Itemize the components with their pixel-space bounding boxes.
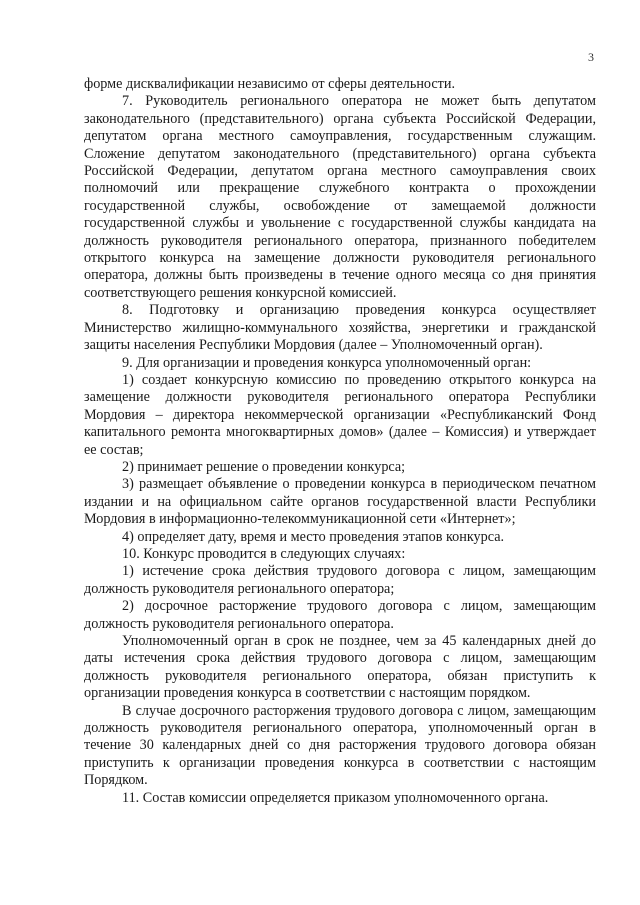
paragraph: 2) принимает решение о проведении конкурса; [122,458,406,475]
paragraph: 2) досрочное расторжение трудового договора с лицом, замещающим должность руководителя регионального оператора. [84,598,596,632]
document-body [84,76,596,807]
paragraph: 1) создает конкурсную комиссию по проведению открытого конкурса на замещение должности руководителя регионального оператора Республики Мордовия – директора некоммерческой организации «Республиканский Фонд капитального ремонта многоквартирных домов» (далее – Комиссия) и утверждает ее состав; [84,371,596,458]
paragraph: 9. Для организации и проведения конкурса уполномоченный орган: [122,354,532,371]
page-number: 3 [588,50,594,64]
paragraph: 10. Конкурс проводится в следующих случаях: [122,545,406,562]
paragraph: 1) истечение срока действия трудового договора с лицом, замещающим должность руководителя регионального оператора; [84,563,596,597]
paragraph: 7. Руководитель регионального оператора не может быть депутатом законодательного (представительного) органа субъекта Российской Федерации, депутатом органа местного самоуправления, государственным служащим. Сложение депутатом законодательного (представительного) органа субъекта Российской Федерации, депутатом органа местного самоуправления своих полномочий или прекращение служебного контракта о прохождении государственной службы, освобождение от замещаемой должности государственной службы и увольнение с государственной службы кандидата на должность руководителя регионального оператора, признанного победителем открытого конкурса на замещение должности руководителя регионального оператора, должны быть произведены в течение одного месяца со дня принятия соответствующего решения конкурсной комиссией. [84,93,596,301]
paragraph: форме дисквалификации независимо от сферы деятельности. [84,76,455,92]
paragraph: 8. Подготовку и организацию проведения конкурса осуществляет Министерство жилищно-коммунального хозяйства, энергетики и гражданской защиты населения Республики Мордовия (далее – Уполномоченный орган). [84,302,596,354]
paragraph: 4) определяет дату, время и место проведения этапов конкурса. [122,528,505,545]
paragraph: Уполномоченный орган в срок не позднее, чем за 45 календарных дней до даты истечения срока действия трудового договора с лицом, замещающим должность руководителя регионального оператора, обязан приступить к организации проведения конкурса в соответствии с настоящим порядком. [84,633,596,702]
paragraph: В случае досрочного расторжения трудового договора с лицом, замещающим должность руководителя регионального оператора, уполномоченный орган в течение 30 календарных дней со дня расторжения трудового договора обязан приступить к организации проведения конкурса в соответствии с настоящим Порядком. [84,702,596,789]
paragraph: 3) размещает объявление о проведении конкурса в периодическом печатном издании и на официальном сайте органов государственной власти Республики Мордовия в информационно-телекоммуникационной сети «Интернет»; [84,476,596,528]
paragraph: 11. Состав комиссии определяется приказом уполномоченного органа. [122,789,549,806]
